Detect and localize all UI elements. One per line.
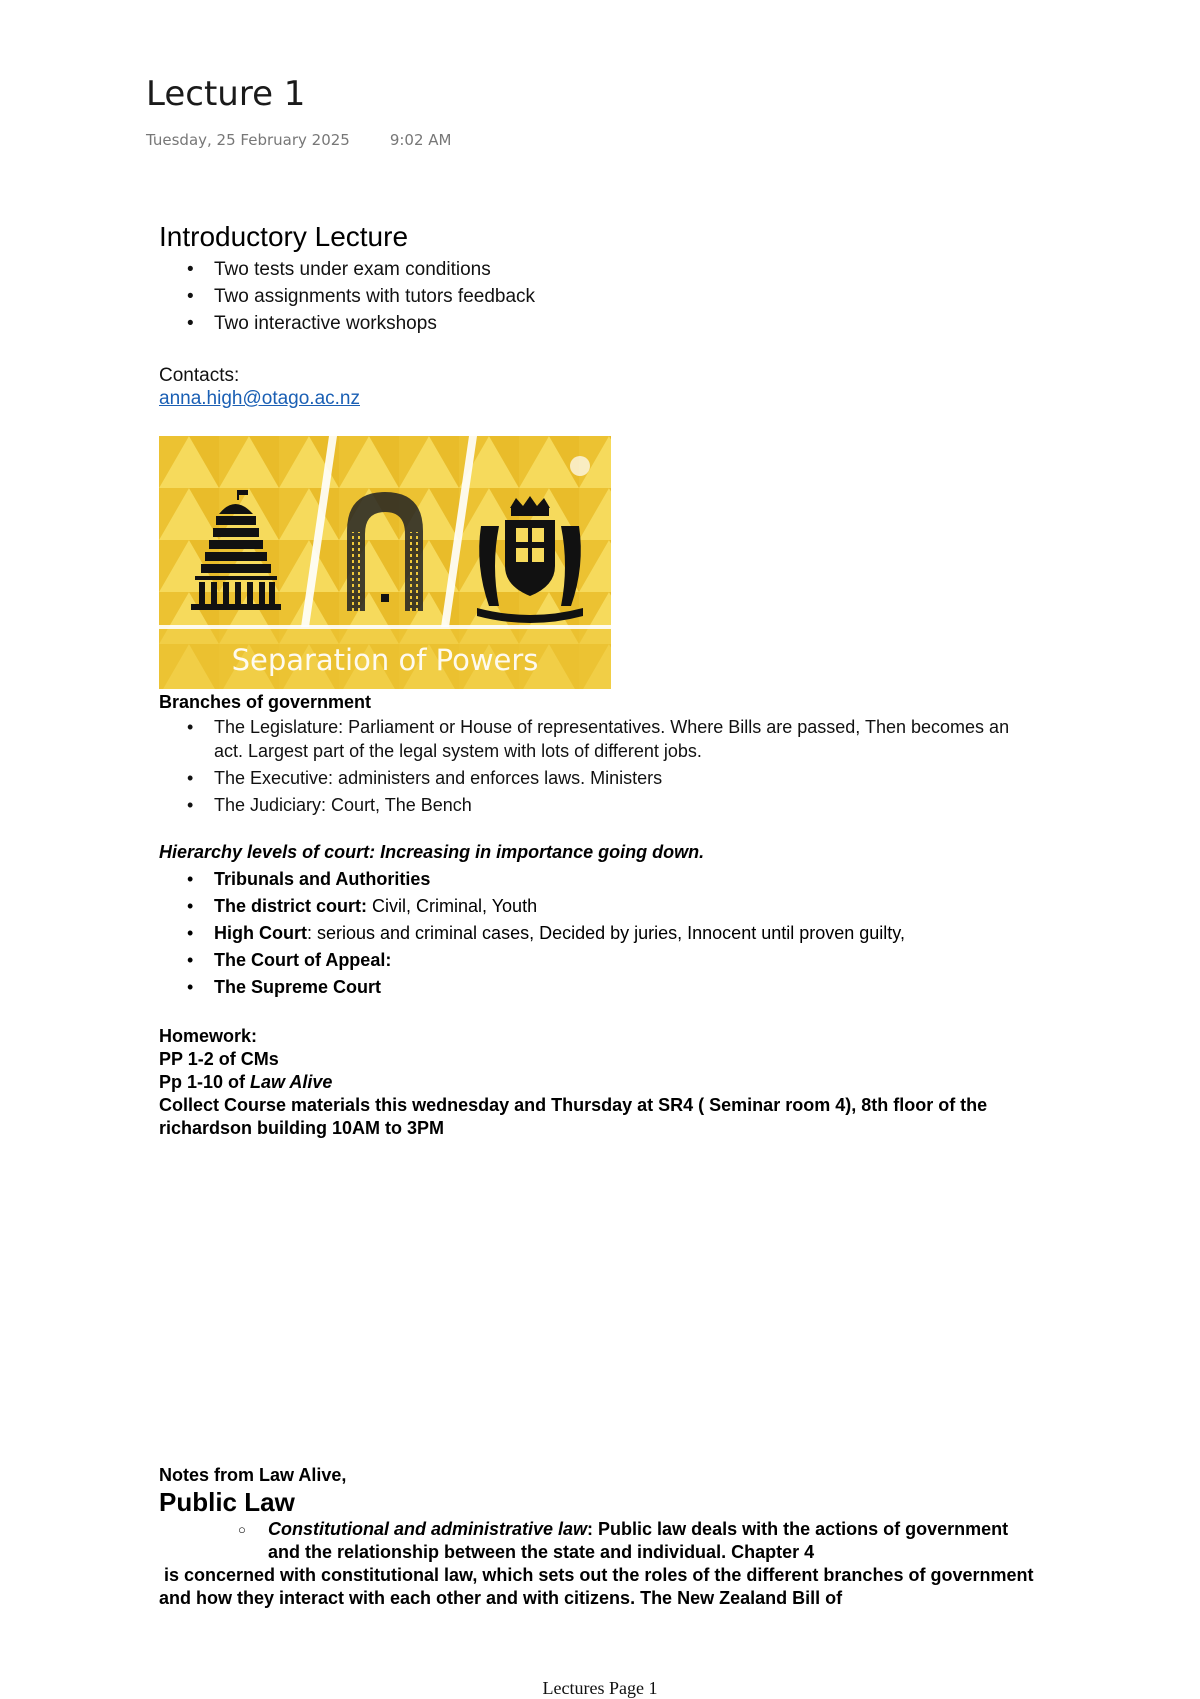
court-detail: : serious and criminal cases, Decided by juries, Innocent until proven guilty,	[306, 923, 905, 943]
court-name: The Court of Appeal:	[214, 950, 392, 970]
list-item: • Two assignments with tutors feedback	[159, 283, 1059, 310]
homework-line: PP 1-2 of CMs	[159, 1049, 279, 1069]
list-item	[159, 866, 1059, 893]
term-label: Constitutional and administrative law	[268, 1519, 588, 1539]
court-name: Tribunals and Authorities	[214, 869, 431, 889]
notes-paragraph: is concerned with constitutional law, which sets out the roles of the different branches of government and how they interact with each other and with citizens. The New Zealand Bill of	[159, 1565, 1039, 1608]
list-item: ○ Constitutional and administrative law: Public law deals with the actions of government and the relationship between the state and individual. Chapter 4	[159, 1518, 1019, 1564]
list-item	[159, 893, 1059, 920]
list-item: • The Judiciary: Court, The Bench	[159, 793, 1019, 817]
book-title: Law Alive	[250, 1072, 333, 1092]
list-item	[159, 974, 1059, 1001]
contact-email-link[interactable]: anna.high@otago.ac.nz	[159, 388, 360, 409]
homework-heading: Homework:	[159, 1026, 258, 1046]
court-name: The district court:	[214, 896, 368, 916]
branches-list	[159, 715, 1019, 817]
notes-intro: Notes from Law Alive,	[159, 1465, 347, 1485]
list-item: • The Executive: administers and enforces laws. Ministers	[159, 766, 1019, 790]
list-item: • Two interactive workshops	[159, 310, 1059, 337]
banner-caption: Separation of Powers	[231, 643, 539, 677]
court-hierarchy-list	[159, 866, 1059, 1001]
court-name: High Court	[214, 923, 307, 943]
page-footer: Lectures Page 1	[542, 1678, 658, 1698]
page-date: Tuesday, 25 February 2025	[146, 131, 350, 149]
page-time: 9:02 AM	[389, 131, 452, 149]
page-timestamp	[146, 131, 451, 149]
separation-of-powers-banner	[159, 436, 611, 689]
list-item: • The Legislature: Parliament or House of representatives. Where Bills are passed, Then becomes an act. Largest part of the legal system with lots of different jobs.	[159, 715, 1019, 763]
section-heading-public-law: Public Law	[159, 1487, 295, 1517]
homework-line: Collect Course materials this wednesday and Thursday at SR4 ( Seminar room 4), 8th floor of the richardson building 10AM to 3PM	[159, 1095, 988, 1138]
section-heading-intro: Introductory Lecture	[159, 221, 409, 252]
section-heading-branches: Branches of government	[159, 692, 372, 712]
court-detail: Civil, Criminal, Youth	[367, 896, 538, 916]
court-name: The Supreme Court	[214, 977, 382, 997]
homework-line: Pp 1-10 of Law Alive	[159, 1072, 333, 1092]
contacts-label: Contacts:	[159, 365, 240, 386]
intro-list	[159, 256, 1059, 337]
section-heading-hierarchy: Hierarchy levels of court: Increasing in importance going down.	[159, 842, 705, 862]
homework-block	[159, 1025, 1059, 1140]
notes-list	[159, 1518, 1019, 1564]
list-item	[159, 947, 1059, 974]
list-item	[159, 920, 1059, 947]
list-item: • Two tests under exam conditions	[159, 256, 1059, 283]
page-title: Lecture 1	[146, 74, 306, 114]
